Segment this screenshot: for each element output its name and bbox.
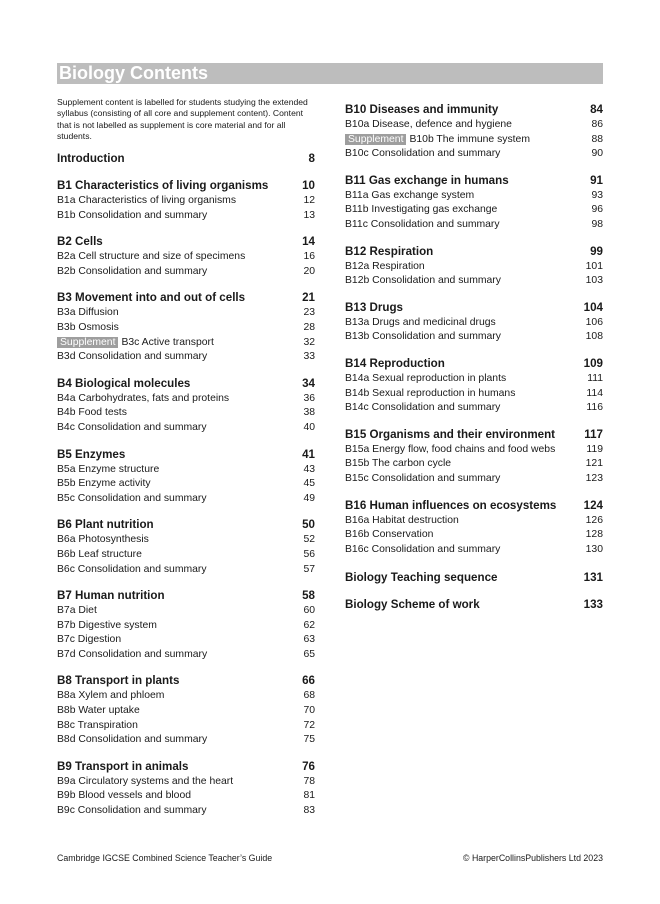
toc-entry[interactable] xyxy=(57,194,315,209)
toc-entry-page-number: 116 xyxy=(586,402,603,414)
chapter-page-number: 99 xyxy=(590,244,603,258)
chapter-heading[interactable] xyxy=(345,596,603,613)
toc-entry[interactable] xyxy=(345,189,603,204)
toc-entry-page-number: 45 xyxy=(303,478,315,490)
toc-entry[interactable] xyxy=(57,321,315,336)
toc-entry-label: B8d Consolidation and summary xyxy=(57,734,208,746)
toc-entry-page-number: 78 xyxy=(303,775,315,787)
toc-entry-label: B5b Enzyme activity xyxy=(57,478,151,490)
toc-entry-page-number: 93 xyxy=(591,189,603,201)
chapter-heading[interactable] xyxy=(57,150,315,167)
toc-entry-page-number: 119 xyxy=(586,443,603,455)
toc-entry-page-number: 56 xyxy=(303,548,315,560)
toc-entry-label: B7a Diet xyxy=(57,605,97,617)
toc-entry-label: B4a Carbohydrates, fats and proteins xyxy=(57,392,230,404)
toc-entry-page-number: 13 xyxy=(303,209,315,221)
chapter-title: Biology Scheme of work xyxy=(345,598,480,612)
chapter-page-number: 58 xyxy=(302,589,315,603)
toc-entry-page-number: 111 xyxy=(587,372,603,384)
chapter-heading[interactable] xyxy=(57,177,315,194)
footer-book-title: Cambridge IGCSE Combined Science Teacher’s Guide xyxy=(57,853,273,863)
toc-entry-page-number: 33 xyxy=(303,351,315,363)
toc-entry-label: B15a Energy flow, food chains and food webs xyxy=(345,443,556,455)
toc-entry[interactable] xyxy=(57,209,315,224)
toc-entry[interactable] xyxy=(345,203,603,218)
toc-entry[interactable] xyxy=(345,118,603,133)
toc-entry[interactable] xyxy=(57,548,315,563)
toc-entry-page-number: 28 xyxy=(303,321,315,333)
chapter-title: B4 Biological molecules xyxy=(57,376,191,390)
toc-entry[interactable] xyxy=(57,492,315,507)
toc-entry-label: B7c Digestion xyxy=(57,634,122,646)
toc-entry-page-number: 83 xyxy=(303,805,315,817)
chapter-title: B14 Reproduction xyxy=(345,356,445,370)
toc-entry-label: B13b Consolidation and summary xyxy=(345,331,501,343)
toc-entry[interactable] xyxy=(57,306,315,321)
toc-entry-label: B5a Enzyme structure xyxy=(57,463,160,475)
toc-entry[interactable] xyxy=(57,350,315,365)
toc-entry-label: B14a Sexual reproduction in plants xyxy=(345,372,507,384)
chapter-title: B1 Characteristics of living organisms xyxy=(57,179,269,192)
toc-entry-label: B4b Food tests xyxy=(57,407,127,419)
toc-entry-page-number: 40 xyxy=(303,421,315,433)
chapter-title: B7 Human nutrition xyxy=(57,589,165,603)
toc-entry-label: B6a Photosynthesis xyxy=(57,534,149,546)
toc-entry[interactable] xyxy=(57,421,315,436)
chapter-title: B8 Transport in plants xyxy=(57,674,180,688)
chapter-page-number: 41 xyxy=(302,447,315,461)
chapter-heading[interactable] xyxy=(345,569,603,586)
chapter-heading[interactable] xyxy=(345,426,603,443)
toc-entry[interactable] xyxy=(57,704,315,719)
toc-entry-label: B6c Consolidation and summary xyxy=(57,563,207,575)
toc-entry[interactable] xyxy=(57,392,315,407)
chapter-heading[interactable] xyxy=(345,299,603,316)
toc-entry-page-number: 86 xyxy=(591,119,603,130)
chapter-title: B9 Transport in animals xyxy=(57,759,189,773)
page-title: Biology Contents xyxy=(59,63,208,83)
toc-entry[interactable] xyxy=(57,733,315,748)
toc-entry[interactable] xyxy=(345,387,603,402)
toc-entry-label: B15c Consolidation and summary xyxy=(345,472,501,484)
toc-entry-page-number: 123 xyxy=(585,472,603,484)
toc-entry-page-number: 98 xyxy=(591,218,603,230)
toc-entry-label: B11b Investigating gas exchange xyxy=(345,204,498,216)
toc-entry-page-number: 126 xyxy=(585,514,603,526)
toc-entry[interactable] xyxy=(345,316,603,331)
toc-entry-page-number: 32 xyxy=(303,336,315,348)
chapter-heading[interactable] xyxy=(57,233,315,250)
toc-entry-label: B7d Consolidation and summary xyxy=(57,648,208,660)
chapter-page-number: 133 xyxy=(583,598,603,612)
toc-entry[interactable] xyxy=(57,533,315,548)
toc-entry-page-number: 130 xyxy=(585,543,603,555)
toc-entry-page-number: 20 xyxy=(303,265,315,277)
toc-entry-label: B9c Consolidation and summary xyxy=(57,805,207,817)
toc-entry-page-number: 49 xyxy=(303,492,315,504)
toc-entry-label: B8c Transpiration xyxy=(57,719,138,731)
toc-entry-label: B16b Conservation xyxy=(345,529,434,541)
toc-entry[interactable] xyxy=(57,477,315,492)
toc-entry-page-number: 101 xyxy=(585,260,603,272)
toc-entry-label: B1a Characteristics of living organisms xyxy=(57,195,237,206)
toc-entry-page-number: 81 xyxy=(303,790,315,802)
toc-entry[interactable] xyxy=(345,133,603,148)
toc-entry-label: B3a Diffusion xyxy=(57,307,119,319)
toc-right-column xyxy=(345,101,603,613)
toc-entry-page-number: 96 xyxy=(591,204,603,216)
toc-entry-label: B1b Consolidation and summary xyxy=(57,209,208,221)
chapter-heading[interactable] xyxy=(345,243,603,260)
toc-entry-label: B14c Consolidation and summary xyxy=(345,402,501,414)
toc-entry[interactable] xyxy=(57,804,315,819)
chapter-page-number: 91 xyxy=(590,173,603,187)
toc-entry-label: Supplement B3c Active transport xyxy=(57,336,214,351)
chapter-title: B11 Gas exchange in humans xyxy=(345,173,509,187)
toc-entry-page-number: 114 xyxy=(586,387,603,399)
toc-entry[interactable] xyxy=(345,528,603,543)
toc-entry[interactable] xyxy=(57,604,315,619)
toc-entry-label: B16c Consolidation and summary xyxy=(345,543,501,555)
toc-entry-label: B5c Consolidation and summary xyxy=(57,492,207,504)
toc-entry-page-number: 60 xyxy=(303,605,315,617)
chapter-heading[interactable] xyxy=(57,672,315,689)
chapter-page-number: 117 xyxy=(584,427,603,441)
toc-entry[interactable] xyxy=(345,401,603,416)
chapter-heading[interactable] xyxy=(345,355,603,372)
toc-entry-label: B9b Blood vessels and blood xyxy=(57,790,192,802)
toc-entry-label: B11a Gas exchange system xyxy=(345,189,475,201)
chapter-heading[interactable] xyxy=(57,289,315,306)
toc-entry-label: B7b Digestive system xyxy=(57,619,157,631)
toc-entry-page-number: 68 xyxy=(303,690,315,702)
toc-entry[interactable] xyxy=(345,372,603,387)
toc-entry-page-number: 65 xyxy=(303,648,315,660)
chapter-heading[interactable] xyxy=(57,758,315,775)
chapter-page-number: 104 xyxy=(583,300,603,314)
toc-entry-page-number: 43 xyxy=(303,463,315,475)
chapter-title: B15 Organisms and their environment xyxy=(345,427,556,441)
toc-entry[interactable] xyxy=(57,775,315,790)
chapter-title: B10 Diseases and immunity xyxy=(345,103,499,116)
toc-entry[interactable] xyxy=(345,330,603,345)
toc-entry[interactable] xyxy=(57,648,315,663)
toc-entry[interactable] xyxy=(57,619,315,634)
toc-entry[interactable] xyxy=(57,265,315,280)
chapter-title: B5 Enzymes xyxy=(57,447,126,461)
toc-entry-page-number: 57 xyxy=(303,563,315,575)
chapter-title: Biology Teaching sequence xyxy=(345,571,498,585)
toc-entry-page-number: 103 xyxy=(585,275,603,287)
toc-entry-label: B16a Habitat destruction xyxy=(345,514,459,526)
toc-entry-label: B14b Sexual reproduction in humans xyxy=(345,387,516,399)
toc-entry-page-number: 128 xyxy=(585,529,603,541)
toc-entry-label: B11c Consolidation and summary xyxy=(345,218,500,230)
chapter-page-number: 66 xyxy=(302,674,315,688)
toc-entry-label: B10a Disease, defence and hygiene xyxy=(345,119,512,130)
toc-entry-page-number: 52 xyxy=(303,534,315,546)
toc-entry-page-number: 36 xyxy=(303,392,315,404)
footer-copyright: © HarperCollinsPublishers Ltd 2023 xyxy=(463,853,603,863)
chapter-page-number: 50 xyxy=(302,518,315,532)
toc-entry-page-number: 121 xyxy=(585,458,603,470)
intro-text: Supplement content is labelled for students studying the extended syllabus (consisting of all core and supplement content). Content that is not labelled as supplement is core material and for all students. xyxy=(57,97,308,141)
chapter-page-number: 10 xyxy=(302,179,315,192)
toc-entry-page-number: 90 xyxy=(591,148,603,160)
chapter-heading[interactable] xyxy=(345,172,603,189)
toc-entry-label: B10c Consolidation and summary xyxy=(345,148,501,160)
chapter-page-number: 34 xyxy=(302,376,315,390)
toc-entry-label: B2b Consolidation and summary xyxy=(57,265,208,277)
chapter-title: B6 Plant nutrition xyxy=(57,518,154,532)
toc-entry[interactable] xyxy=(345,457,603,472)
chapter-heading[interactable] xyxy=(57,587,315,604)
chapter-page-number: 131 xyxy=(583,571,603,585)
toc-entry[interactable] xyxy=(57,633,315,648)
toc-entry-label: B13a Drugs and medicinal drugs xyxy=(345,316,496,328)
toc-entry[interactable] xyxy=(345,514,603,529)
toc-entry-page-number: 108 xyxy=(585,331,603,343)
toc-entry-page-number: 75 xyxy=(303,734,315,746)
toc-entry-label: B6b Leaf structure xyxy=(57,548,142,560)
chapter-page-number: 14 xyxy=(302,235,315,249)
toc-entry-page-number: 88 xyxy=(591,133,603,145)
toc-entry[interactable] xyxy=(57,563,315,578)
chapter-heading[interactable] xyxy=(57,516,315,533)
toc-entry-page-number: 72 xyxy=(303,719,315,731)
toc-entry[interactable] xyxy=(345,274,603,289)
toc-entry-label: B9a Circulatory systems and the heart xyxy=(57,775,234,787)
toc-entry-label: Supplement B10b The immune system xyxy=(345,133,530,148)
toc-entry-page-number: 70 xyxy=(303,705,315,717)
toc-entry-label: B12b Consolidation and summary xyxy=(345,275,501,287)
toc-entry-label: B3d Consolidation and summary xyxy=(57,351,208,363)
chapter-title: B3 Movement into and out of cells xyxy=(57,291,246,305)
contents-title-bar xyxy=(57,63,603,84)
toc-entry-label: B12a Respiration xyxy=(345,260,425,272)
chapter-title: B16 Human influences on ecosystems xyxy=(345,498,557,512)
chapter-page-number: 21 xyxy=(302,291,315,305)
toc-entry-page-number: 106 xyxy=(585,316,603,328)
toc-entry[interactable] xyxy=(345,260,603,275)
chapter-page-number: 76 xyxy=(302,759,315,773)
chapter-heading[interactable] xyxy=(57,446,315,463)
chapter-heading[interactable] xyxy=(345,497,603,514)
toc-entry-page-number: 63 xyxy=(303,634,315,646)
toc-entry-page-number: 38 xyxy=(303,407,315,419)
chapter-page-number: 124 xyxy=(583,498,603,512)
toc-entry[interactable] xyxy=(57,250,315,265)
chapter-title: B12 Respiration xyxy=(345,244,434,258)
chapter-title: B2 Cells xyxy=(57,235,103,249)
toc-entry-label: B3b Osmosis xyxy=(57,321,119,333)
toc-entry[interactable] xyxy=(57,689,315,704)
chapter-page-number: 8 xyxy=(308,152,315,165)
toc-entry-label: B15b The carbon cycle xyxy=(345,458,452,470)
supplement-badge: Supplement xyxy=(57,337,118,348)
toc-entry-label: B2a Cell structure and size of specimens xyxy=(57,251,246,263)
toc-entry[interactable] xyxy=(57,789,315,804)
toc-left-column xyxy=(57,150,315,819)
chapter-title: B13 Drugs xyxy=(345,300,403,314)
toc-entry-page-number: 12 xyxy=(303,195,315,206)
chapter-heading[interactable] xyxy=(345,101,603,118)
toc-entry[interactable] xyxy=(345,443,603,458)
toc-entry-page-number: 23 xyxy=(303,307,315,319)
toc-entry-page-number: 16 xyxy=(303,251,315,263)
chapter-page-number: 84 xyxy=(590,103,603,116)
toc-entry[interactable] xyxy=(345,147,603,162)
chapter-page-number: 109 xyxy=(583,356,603,370)
toc-entry-page-number: 62 xyxy=(303,619,315,631)
toc-entry[interactable] xyxy=(345,218,603,233)
toc-entry[interactable] xyxy=(57,406,315,421)
toc-entry[interactable] xyxy=(345,472,603,487)
chapter-title: Introduction xyxy=(57,152,125,165)
toc-entry[interactable] xyxy=(57,463,315,478)
chapter-heading[interactable] xyxy=(57,375,315,392)
toc-entry[interactable] xyxy=(57,336,315,351)
toc-entry-label: B4c Consolidation and summary xyxy=(57,421,207,433)
toc-entry-label: B8a Xylem and phloem xyxy=(57,690,165,702)
toc-entry[interactable] xyxy=(57,719,315,734)
toc-entry[interactable] xyxy=(345,543,603,558)
supplement-badge: Supplement xyxy=(345,134,406,145)
toc-entry-label: B8b Water uptake xyxy=(57,705,140,717)
